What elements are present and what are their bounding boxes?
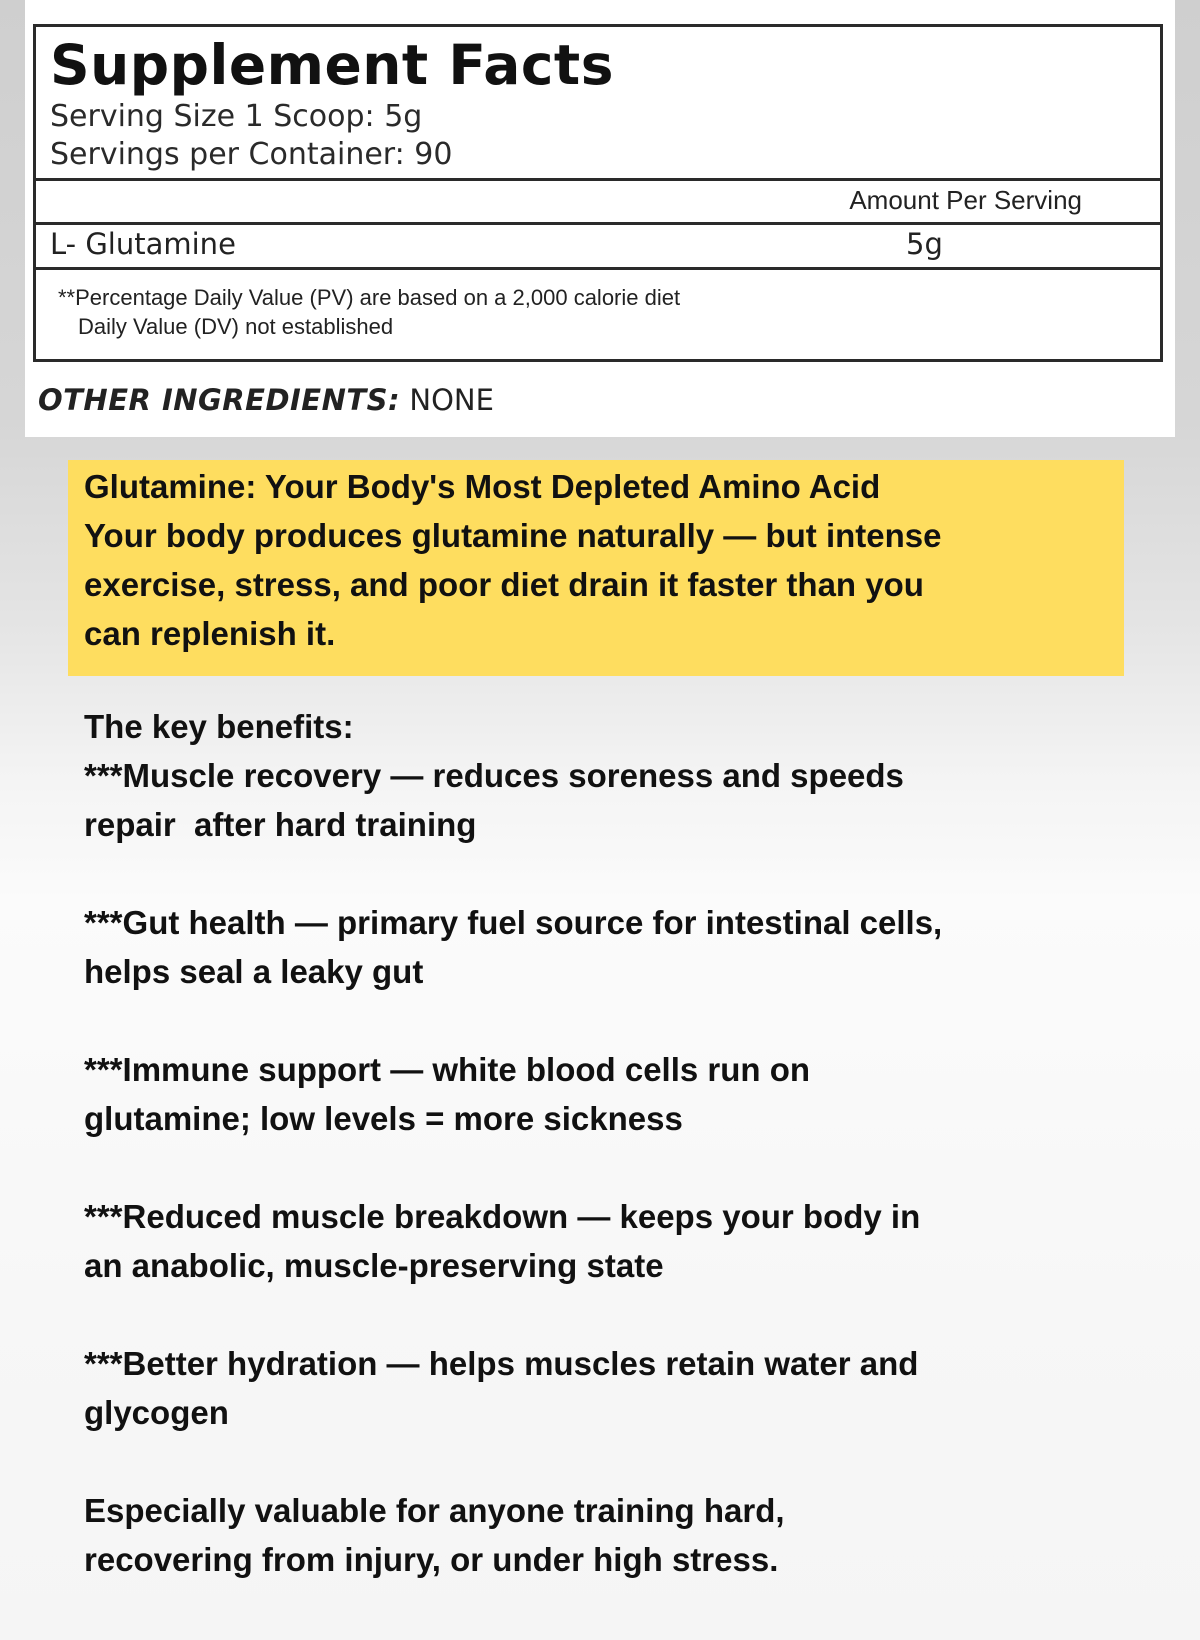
supplement-facts-title: Supplement Facts (50, 33, 614, 97)
closing-text (84, 1486, 1164, 1584)
highlight-line: exercise, stress, and poor diet drain it faster than you (84, 566, 924, 603)
facts-divider (36, 267, 1160, 270)
other-ingredients-label: OTHER INGREDIENTS: (38, 383, 401, 417)
highlight-line: Your body produces glutamine naturally — but intense (84, 517, 942, 554)
other-ingredients (38, 383, 494, 417)
benefit-item-gut-health (84, 898, 1164, 996)
benefit-line: ***Immune support — white blood cells run on (84, 1051, 811, 1088)
other-ingredients-value: NONE (409, 383, 494, 417)
benefit-line: glycogen (84, 1394, 229, 1431)
closing-line: recovering from injury, or under high stress. (84, 1541, 779, 1578)
serving-size: Serving Size 1 Scoop: 5g (50, 99, 423, 134)
benefit-item-muscle-recovery (84, 751, 1164, 849)
benefit-line: ***Better hydration — helps muscles retain water and (84, 1345, 919, 1382)
benefit-line: glutamine; low levels = more sickness (84, 1100, 683, 1137)
facts-divider (36, 222, 1160, 225)
highlight-text (84, 462, 1164, 658)
highlight-line: can replenish it. (84, 615, 336, 652)
closing-line: Especially valuable for anyone training hard, (84, 1492, 785, 1529)
ingredient-name: L- Glutamine (50, 227, 236, 261)
benefit-item-muscle-breakdown (84, 1192, 1164, 1290)
highlight-headline: Glutamine: Your Body's Most Depleted Amino Acid (84, 468, 881, 505)
ingredient-amount: 5g (906, 227, 943, 261)
benefit-line: ***Reduced muscle breakdown — keeps your body in (84, 1198, 921, 1235)
supplement-facts-box (33, 24, 1163, 362)
benefit-item-immune-support (84, 1045, 1164, 1143)
facts-divider (36, 178, 1160, 181)
benefits-heading-text: The key benefits: (84, 708, 354, 745)
benefits-heading (84, 702, 1164, 751)
daily-value-note: Daily Value (DV) not established (78, 314, 394, 339)
benefit-line: ***Muscle recovery — reduces soreness and speeds (84, 757, 904, 794)
servings-per-container: Servings per Container: 90 (50, 137, 453, 172)
amount-per-serving-header: Amount Per Serving (849, 185, 1082, 215)
benefit-line: repair after hard training (84, 806, 477, 843)
daily-value-footnote: **Percentage Daily Value (PV) are based on a 2,000 calorie diet (58, 285, 681, 310)
benefit-line: helps seal a leaky gut (84, 953, 424, 990)
benefit-line: an anabolic, muscle-preserving state (84, 1247, 664, 1284)
benefit-item-hydration (84, 1339, 1164, 1437)
benefit-line: ***Gut health — primary fuel source for intestinal cells, (84, 904, 943, 941)
